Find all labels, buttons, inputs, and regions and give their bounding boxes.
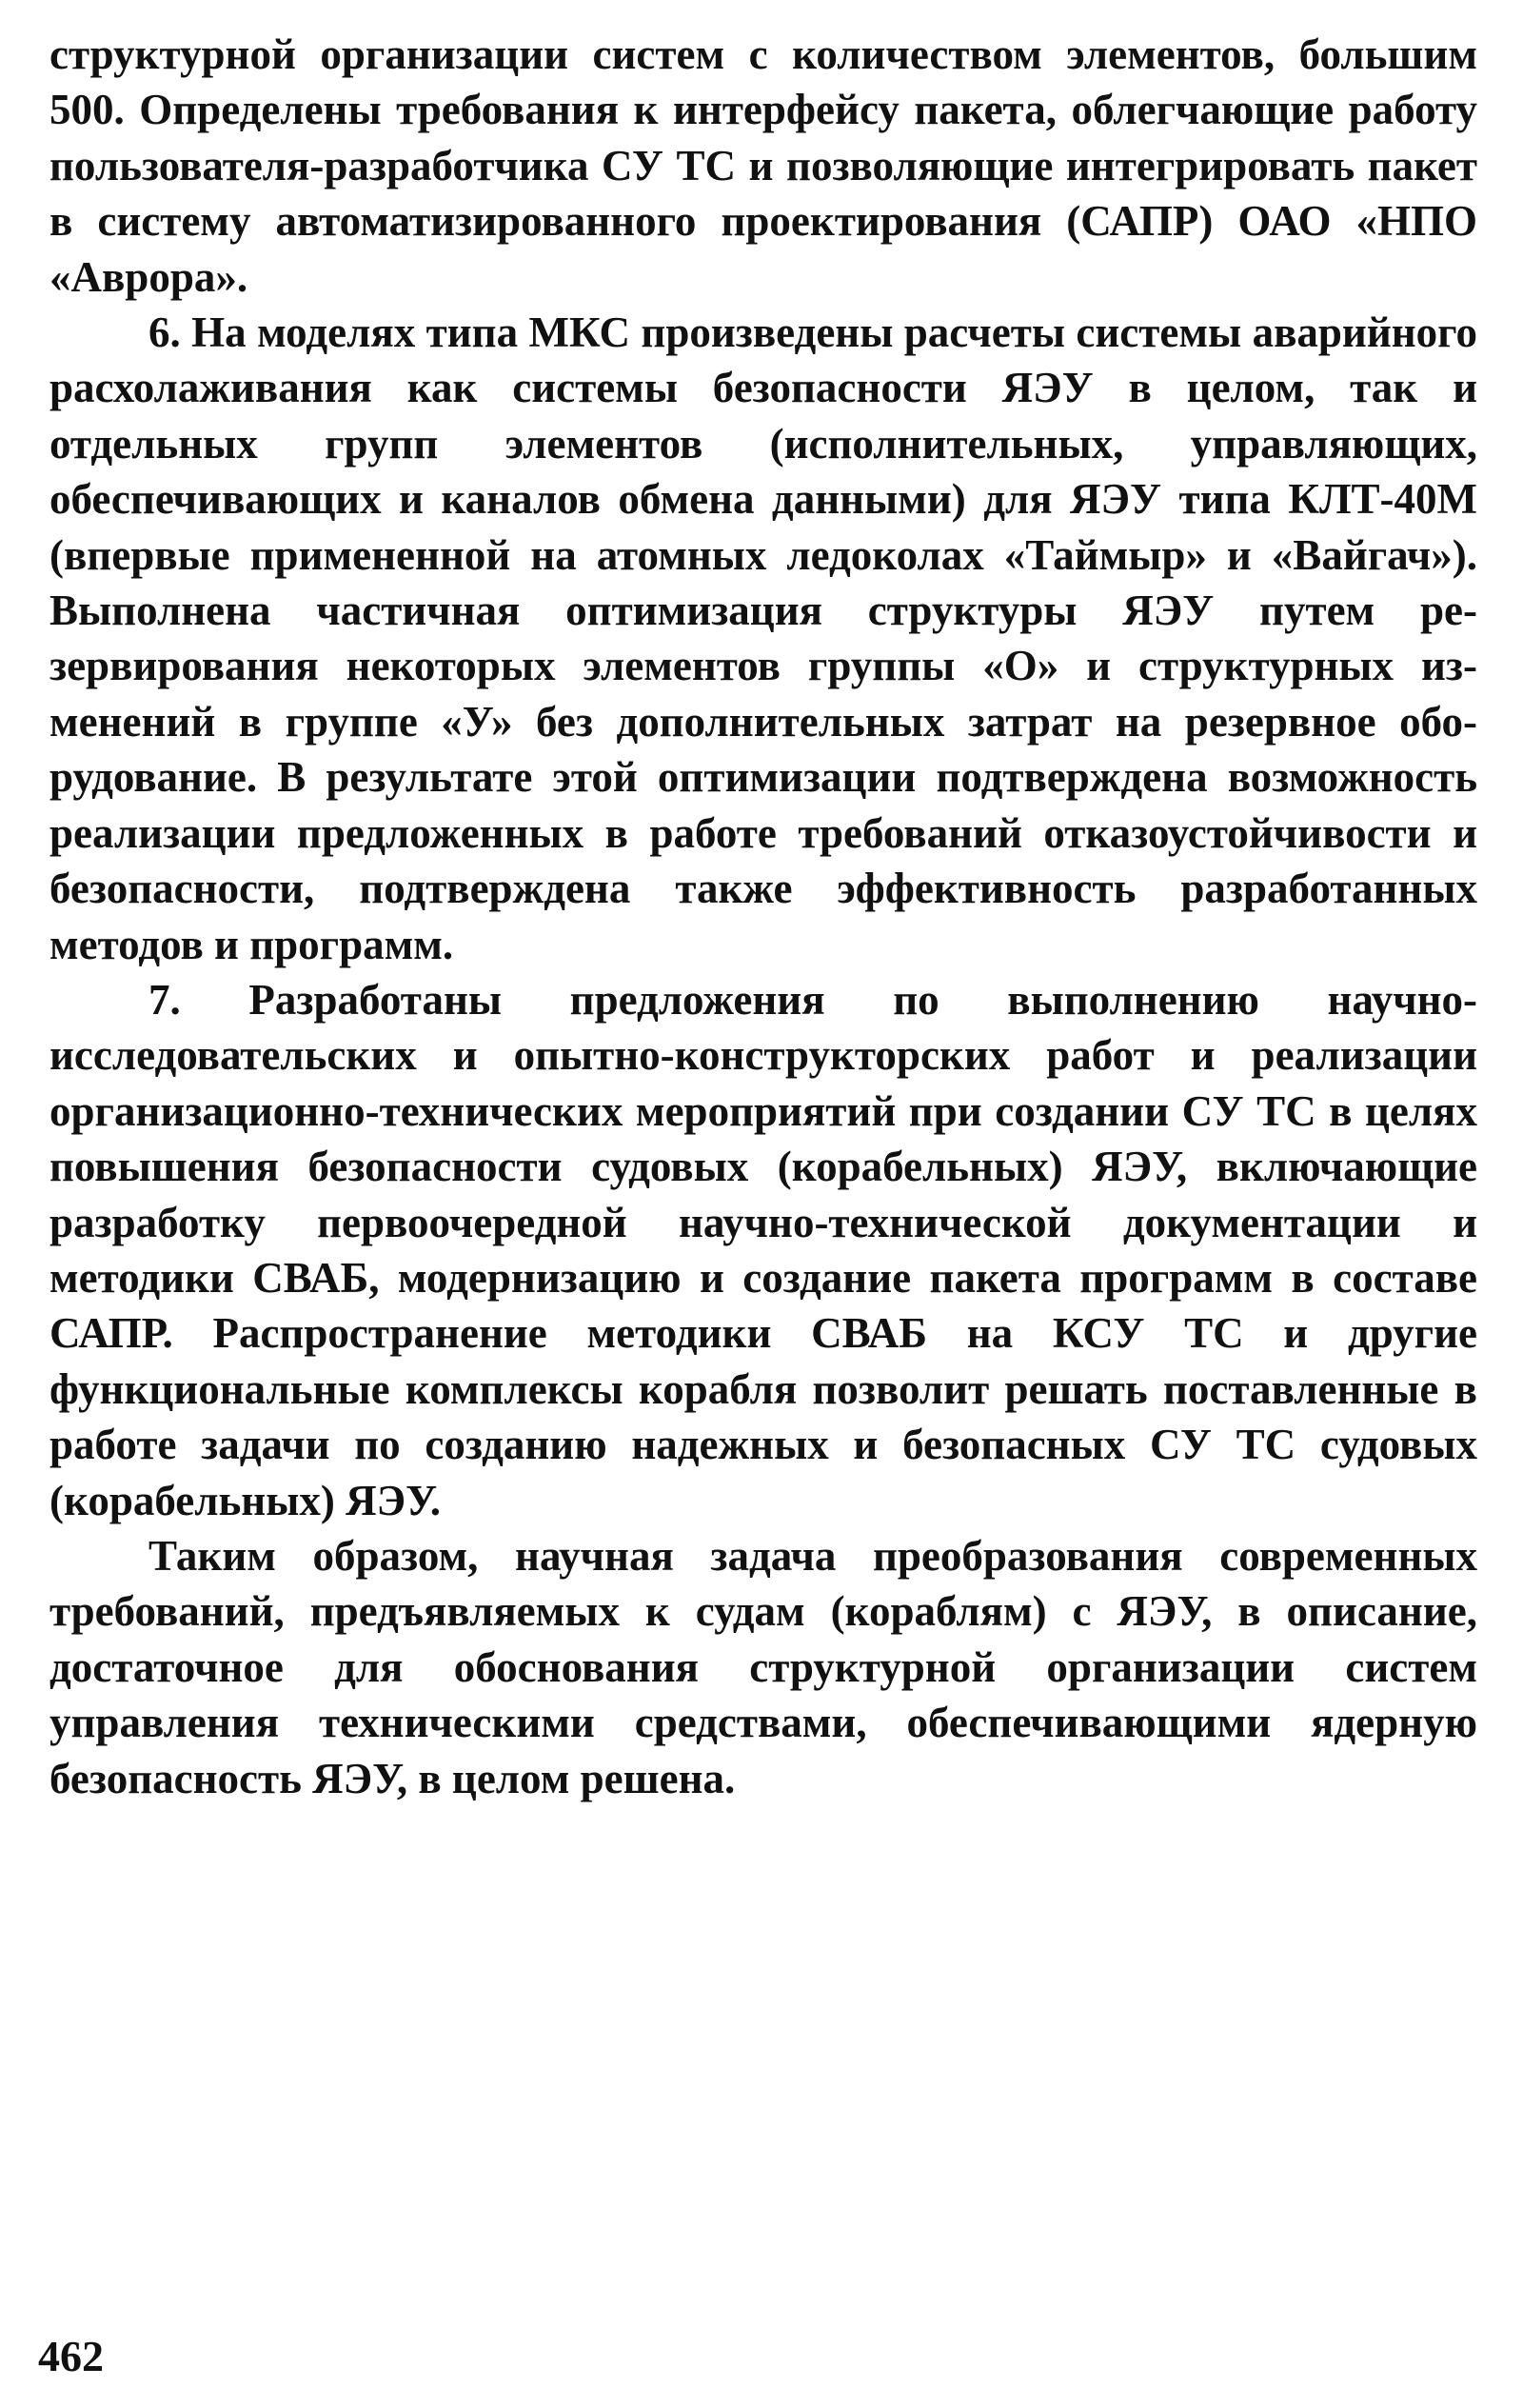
- paragraph-item-6: 6. На моделях типа МКС произведены расчеты системы аварийного расхолаживания как системы безопасности ЯЭУ в целом, так и отдельных групп элементов (исполнительных, управляющих, обеспечивающих и каналов обмена данными) для ЯЭУ типа КЛТ-40М (впервые примененной на атомных ледоколах «Таймыр» и «Вайгач»). Выполнена частичная оптимизация структуры ЯЭУ путем резервирования некоторых элементов группы «О» и структурных изменений в группе «У» без дополнительных затрат на резервное оборудование. В результате этой оптимизации подтверждена возможность реализации предложенных в работе требований отказоустойчивости и безопасности, подтверждена также эффективность разработанных методов и программ.: [49, 308, 1477, 968]
- body-text: [49, 27, 1477, 1806]
- paragraph-item-7: 7. Разработаны предложения по выполнению научно-исследовательских и опытно-конструкторских работ и реализации организационно-технических мероприятий при создании СУ ТС в целях повышения безопасности судовых (корабельных) ЯЭУ, включающие разработку первоочередной научно-технической документации и методики СВАБ, модернизацию и создание пакета программ в составе САПР. Распространение методики СВАБ на КСУ ТС и другие функциональные комплексы корабля позволит решать поставленные в работе задачи по созданию надежных и безопасных СУ ТС судовых (корабельных) ЯЭУ.: [49, 975, 1477, 1524]
- paragraph-continuation: структурной организации систем с количеством элементов, большим 500. Определены требования к интерфейсу пакета, облегчающие работу пользователя-разработчика СУ ТС и позволяющие интегрировать пакет в систему автоматизированного проектирования (САПР) ОАО «НПО «Аврора».: [49, 30, 1477, 301]
- page-number: 462: [38, 2332, 104, 2380]
- paragraph-conclusion: Таким образом, научная задача преобразования современных требований, предъявляемых к судам (кораблям) с ЯЭУ, в описание, достаточное для обоснования структурной организации систем управления техническими средствами, обеспечивающими ядерную безопасность ЯЭУ, в целом решена.: [49, 1531, 1477, 1802]
